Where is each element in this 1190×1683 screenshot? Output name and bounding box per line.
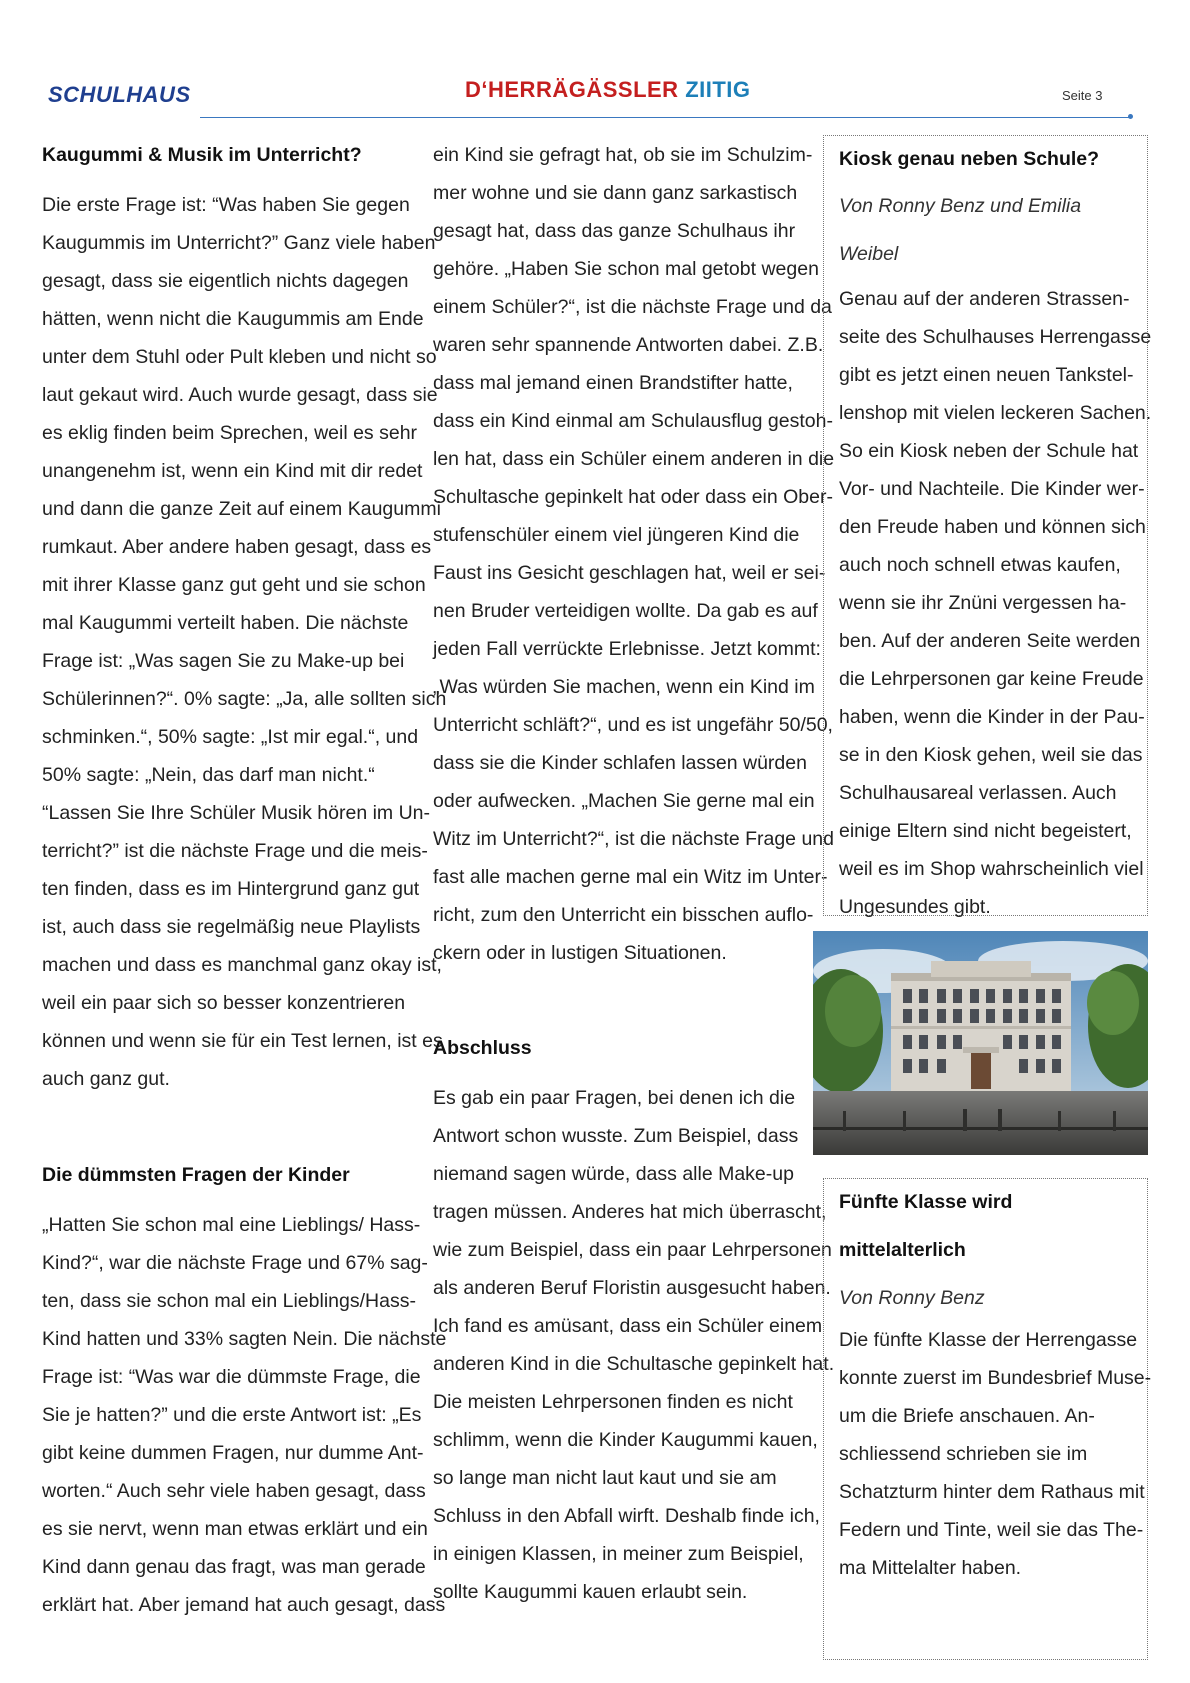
school-building-photo — [813, 931, 1148, 1155]
text-line: Faust ins Gesicht geschlagen hat, weil er sei- — [433, 562, 826, 584]
column-2 — [433, 136, 835, 1611]
text-line: Frage ist: „Was sagen Sie zu Make-up bei — [42, 650, 405, 672]
text-line: ben. Auf der anderen Seite werden — [839, 630, 1141, 652]
text-line: worten.“ Auch sehr viele haben gesagt, dass — [42, 1480, 426, 1502]
text-line: wenn sie ihr Znüni vergessen ha- — [839, 592, 1127, 614]
text-line: es sie nervt, wenn man etwas erklärt und ein — [42, 1518, 428, 1540]
text-line: waren sehr spannende Antworten dabei. Z.B. — [433, 334, 824, 356]
text-line: dass sie die Kinder schlafen lassen würden — [433, 752, 807, 774]
text-line: Ungesundes gibt. — [839, 896, 991, 918]
text-line: Schultasche gepinkelt hat oder dass ein Ober- — [433, 486, 833, 508]
text-line: anderen Kind in die Schultasche gepinkelt hat. — [433, 1353, 835, 1375]
text-line: Kind dann genau das fragt, was man gerade — [42, 1556, 426, 1578]
text-line: tragen müssen. Anderes hat mich überrascht, — [433, 1201, 827, 1223]
text-line: Kaugummis im Unterricht?” Ganz viele haben — [42, 232, 436, 254]
text-line: „Hatten Sie schon mal eine Lieblings/ Hass- — [42, 1214, 421, 1236]
text-line: es eklig finden beim Sprechen, weil es sehr — [42, 422, 418, 444]
text-line: einige Eltern sind nicht begeistert, — [839, 820, 1132, 842]
text-line: Sie je hatten?” und die erste Antwort ist: „Es — [42, 1404, 422, 1426]
text-line: 50% sagte: „Nein, das darf man nicht.“ — [42, 764, 375, 786]
text-line: auch noch schnell etwas kaufen, — [839, 554, 1121, 576]
text-line: mal Kaugummi verteilt haben. Die nächste — [42, 612, 409, 634]
text-line: richt, zum den Unterricht ein bisschen auflo- — [433, 904, 814, 926]
kiosk-article-box — [823, 135, 1152, 918]
text-line: gibt es jetzt einen neuen Tankstel- — [839, 364, 1134, 386]
text-line: nen Bruder verteidigen wollte. Da gab es auf — [433, 600, 818, 622]
text-line: Vor- und Nachteile. Die Kinder wer- — [839, 478, 1145, 500]
column-1 — [42, 136, 447, 1624]
text-line: Unterricht schläft?“, und es ist ungefähr 50/50, — [433, 714, 833, 736]
text-line: sollte Kaugummi kauen erlaubt sein. — [433, 1581, 748, 1603]
page-number: Seite 3 — [1062, 88, 1103, 103]
text-line: ckern oder in lustigen Situationen. — [433, 942, 727, 964]
text-line: unangenehm ist, wenn ein Kind mit dir redet — [42, 460, 423, 482]
text-line: “Lassen Sie Ihre Schüler Musik hören im Un- — [42, 802, 430, 824]
kiosk-heading: Kiosk genau neben Schule? — [839, 148, 1100, 170]
text-line: Frage ist: “Was war die dümmste Frage, die — [42, 1366, 421, 1388]
text-line: jeden Fall verrückte Erlebnisse. Jetzt kommt: — [433, 638, 821, 660]
fuenfte-klasse-article-box — [823, 1178, 1152, 1660]
article-body-fragen — [42, 1206, 447, 1624]
text-line: Kind hatten und 33% sagten Nein. Die nächste — [42, 1328, 447, 1350]
article-body-kaugummi — [42, 186, 447, 1098]
text-line: Kind?“, war die nächste Frage und 67% sag- — [42, 1252, 428, 1274]
text-line: terricht?” ist die nächste Frage und die meis- — [42, 840, 428, 862]
text-line: haben, wenn die Kinder in der Pau- — [839, 706, 1145, 728]
article-body-continued — [433, 136, 835, 972]
text-line: se in den Kiosk gehen, weil sie das — [839, 744, 1143, 766]
text-line: ein Kind sie gefragt hat, ob sie im Schulzim- — [433, 144, 813, 166]
text-line: und dann die ganze Zeit auf einem Kaugummi — [42, 498, 441, 520]
text-line: Schatzturm hinter dem Rathaus mit — [839, 1481, 1145, 1503]
fuenfte-klasse-heading-line1: Fünfte Klasse wird — [839, 1191, 1013, 1213]
text-line: so lange man nicht laut kaut und sie am — [433, 1467, 777, 1489]
text-line: niemand sagen würde, dass alle Make-up — [433, 1163, 794, 1185]
text-line: unter dem Stuhl oder Pult kleben und nicht so — [42, 346, 437, 368]
section-label: SCHULHAUS — [48, 82, 191, 107]
article-heading-abschluss: Abschluss — [433, 1037, 532, 1059]
text-line: weil ein paar sich so besser konzentrieren — [42, 992, 406, 1014]
fuenfte-klasse-body — [839, 1321, 1152, 1587]
text-line: dass mal jemand einen Brandstifter hatte, — [433, 372, 793, 394]
text-line: ist, auch dass sie regelmäßig neue Playlists — [42, 916, 421, 938]
text-line: fast alle machen gerne mal ein Witz im Unter- — [433, 866, 828, 888]
text-line: um die Briefe anschauen. An- — [839, 1405, 1095, 1427]
text-line: Schülerinnen?“. 0% sagte: „Ja, alle sollten sich — [42, 688, 447, 710]
title-red-part: D‘HERRÄGÄSSLER — [465, 77, 679, 102]
text-line: Die fünfte Klasse der Herrengasse — [839, 1329, 1138, 1351]
text-line: ma Mittelalter haben. — [839, 1557, 1022, 1579]
text-line: weil es im Shop wahrscheinlich viel — [839, 858, 1144, 880]
article-body-abschluss — [433, 1079, 835, 1611]
text-line: in einigen Klassen, in meiner zum Beispiel, — [433, 1543, 804, 1565]
text-line: einem Schüler?“, ist die nächste Frage und da — [433, 296, 832, 318]
text-line: als anderen Beruf Floristin ausgesucht haben. — [433, 1277, 831, 1299]
article-heading-kaugummi: Kaugummi & Musik im Unterricht? — [42, 144, 362, 166]
text-line: dass ein Kind einmal am Schulausflug gestoh- — [433, 410, 833, 432]
kiosk-body — [839, 280, 1152, 926]
header-rule — [200, 117, 1130, 118]
text-line: Ich fand es amüsant, dass ein Schüler einem — [433, 1315, 823, 1337]
text-line: machen und dass es manchmal ganz okay ist, — [42, 954, 442, 976]
text-line: erklärt hat. Aber jemand hat auch gesagt, dass — [42, 1594, 446, 1616]
text-line: den Freude haben und können sich — [839, 516, 1146, 538]
text-line: rumkaut. Aber andere haben gesagt, dass es — [42, 536, 432, 558]
text-line: Schulhausareal verlassen. Auch — [839, 782, 1117, 804]
text-line: oder aufwecken. „Machen Sie gerne mal ein — [433, 790, 815, 812]
text-line: So ein Kiosk neben der Schule hat — [839, 440, 1139, 462]
text-line: gehöre. „Haben Sie schon mal getobt wegen — [433, 258, 819, 280]
text-line: len hat, dass ein Schüler einem anderen in die — [433, 448, 835, 470]
text-line: schlimm, wenn die Kinder Kaugummi kauen, — [433, 1429, 818, 1451]
school-building-image — [813, 931, 1148, 1155]
text-line: Genau auf der anderen Strassen- — [839, 288, 1130, 310]
text-line: gesagt hat, dass das ganze Schulhaus ihr — [433, 220, 796, 242]
text-line: Witz im Unterricht?“, ist die nächste Frage und — [433, 828, 834, 850]
kiosk-byline: Von Ronny Benz und Emilia Weibel — [839, 195, 1082, 265]
header-rule-dot — [1128, 114, 1133, 119]
fuenfte-klasse-byline: Von Ronny Benz — [839, 1287, 985, 1309]
text-line: wie zum Beispiel, dass ein paar Lehrpersonen — [433, 1239, 832, 1261]
fuenfte-klasse-heading-line2: mittelalterlich — [839, 1239, 966, 1261]
text-line: ten, dass sie schon mal ein Lieblings/Hass- — [42, 1290, 416, 1312]
text-line: „Was würden Sie machen, wenn ein Kind im — [433, 676, 815, 698]
article-heading-fragen: Die dümmsten Fragen der Kinder — [42, 1164, 350, 1186]
text-line: laut gekaut wird. Auch wurde gesagt, dass sie — [42, 384, 438, 406]
text-line: Federn und Tinte, weil sie das The- — [839, 1519, 1144, 1541]
text-line: hätten, wenn nicht die Kaugummis am Ende — [42, 308, 424, 330]
text-line: schminken.“, 50% sagte: „Ist mir egal.“, und — [42, 726, 419, 748]
text-line: auch ganz gut. — [42, 1068, 170, 1090]
text-line: Die meisten Lehrpersonen finden es nicht — [433, 1391, 793, 1413]
text-line: Es gab ein paar Fragen, bei denen ich die — [433, 1087, 796, 1109]
text-line: können und wenn sie für ein Test lernen, ist es — [42, 1030, 443, 1052]
text-line: schliessend schrieben sie im — [839, 1443, 1088, 1465]
text-line: mer wohne und sie dann ganz sarkastisch — [433, 182, 798, 204]
newspaper-title — [465, 77, 751, 103]
text-line: gibt keine dummen Fragen, nur dumme Ant- — [42, 1442, 424, 1464]
text-line: ten finden, dass es im Hintergrund ganz gut — [42, 878, 420, 900]
text-line: seite des Schulhauses Herrengasse — [839, 326, 1152, 348]
text-line: stufenschüler einem viel jüngeren Kind die — [433, 524, 800, 546]
text-line: gesagt, dass sie eigentlich nichts dagegen — [42, 270, 409, 292]
text-line: Antwort schon wusste. Zum Beispiel, dass — [433, 1125, 799, 1147]
text-line: Die erste Frage ist: “Was haben Sie gegen — [42, 194, 410, 216]
text-line: konnte zuerst im Bundesbrief Muse- — [839, 1367, 1152, 1389]
text-line: lenshop mit vielen leckeren Sachen. — [839, 402, 1152, 424]
text-line: Schluss in den Abfall wirft. Deshalb finde ich, — [433, 1505, 820, 1527]
title-blue-part: ZIITIG — [685, 77, 751, 102]
text-line: mit ihrer Klasse ganz gut geht und sie schon — [42, 574, 426, 596]
text-line: die Lehrpersonen gar keine Freude — [839, 668, 1144, 690]
